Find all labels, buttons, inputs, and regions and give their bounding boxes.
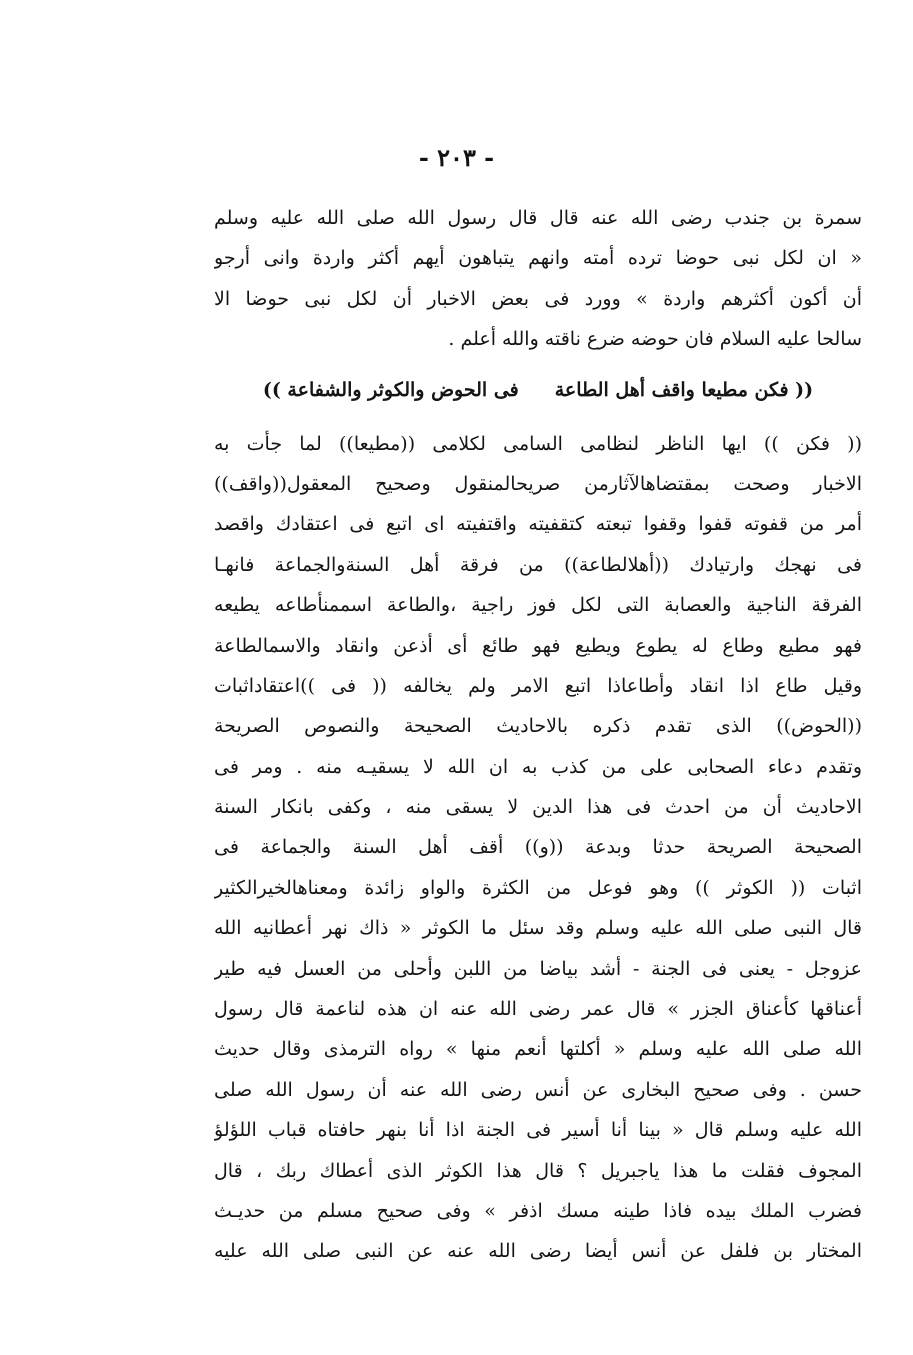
text-line: أمر من قفوته قفوا وقفوا تبعته كتقفيته واقتفيته اى اتبع فى اعتقادك واقصد — [214, 513, 862, 536]
text-line: حسن . وفى صحيح البخارى عن أنس رضى الله عنه أن رسول الله صلى — [214, 1078, 862, 1101]
text-line: المجوف فقلت ما هذا ياجبريل ؟ قال هذا الكوثر الذى أعطاك ربك ، قال — [214, 1159, 862, 1182]
text-line: الاخبار وصحت بمقتضاهالآثارمن صريحالمنقول وصحيح المعقول((واقف)) — [214, 472, 862, 495]
page-number: - ٢٠٣ - — [418, 143, 495, 172]
text-line: فى نهجك وارتيادك ((أهلالطاعة)) من فرقة أهل السنةوالجماعة فانهـا — [214, 553, 862, 576]
text-line: الله صلى الله عليه وسلم « أكلتها أنعم منها » رواه الترمذى وقال حديث — [214, 1038, 862, 1061]
text-line: سالحا عليه السلام فان حوضه ضرع ناقته والله أعلم . — [448, 328, 862, 351]
text-line: أعناقها كأعناق الجزر » قال عمر رضى الله عنه ان هذه لناعمة قال رسول — [214, 998, 862, 1021]
verse-heading — [214, 366, 862, 414]
text-line: وتقدم دعاء الصحابى على من كذب به ان الله لا يسقيـه منه . ومر فى — [214, 755, 862, 778]
text-line: الله عليه وسلم قال « بينا أنا أسير فى الجنة اذا أنا بنهر حافتاه قباب اللؤلؤ — [214, 1119, 862, 1142]
text-line: « ان لكل نبى حوضا ترده أمته وانهم يتباهون أيهم أكثر واردة وانى أرجو — [214, 247, 862, 270]
text-line: الاحاديث أن من احدث فى هذا الدين لا يسقى منه ، وكفى بانكار السنة — [214, 796, 862, 819]
text-line: عزوجل - يعنى فى الجنة - أشد بياضا من اللبن وأحلى من العسل فيه طير — [214, 957, 862, 980]
text-line: وقيل طاع اذا انقاد وأطاعاذا اتبع الامر ولم يخالفه (( فى ))اعتقاداثبات — [214, 674, 862, 697]
paragraph-2 — [214, 424, 862, 1272]
paragraph-1 — [214, 198, 862, 360]
text-line: سمرة بن جندب رضى الله عنه قال قال رسول الله صلى الله عليه وسلم — [214, 207, 862, 229]
text-line: أن أكون أكثرهم واردة » وورد فى بعض الاخبار أن لكل نبى حوضا الا — [214, 287, 862, 310]
body-text — [214, 198, 862, 1272]
verse-heading-part-1: (( فكن مطيعا واقف أهل الطاعة — [554, 378, 814, 401]
text-line: المختار بن فلفل عن أنس أيضا رضى الله عنه عن النبى صلى الله عليه — [214, 1240, 862, 1263]
text-line: (( فكن )) ايها الناظر لنظامى السامى لكلامى ((مطيعا)) لما جأت به — [214, 432, 862, 455]
text-line: الصحيحة الصريحة حدثا وبدعة ((و)) أقف أهل السنة والجماعة فى — [214, 836, 862, 859]
verse-heading-part-2: فى الحوض والكوثر والشفاعة )) — [262, 378, 519, 401]
text-line: اثبات (( الكوثر )) وهو فوعل من الكثرة والواو زائدة ومعناهالخيرالكثير — [214, 876, 862, 899]
text-line: فضرب الملك بيده فاذا طينه مسك اذفر » وفى صحيح مسلم من حديـث — [214, 1199, 862, 1222]
text-line: فهو مطيع وطاع له يطوع ويطيع فهو طائع أى أذعن وانقاد والاسمالطاعة — [214, 634, 862, 657]
text-line: الفرقة الناجية والعصابة التى لكل فوز راجية ،والطاعة اسممنأطاعه يطيعه — [214, 594, 862, 617]
text-line: ((الحوض)) الذى تقدم ذكره بالاحاديث الصحيحة والنصوص الصريحة — [214, 715, 862, 738]
text-line: قال النبى صلى الله عليه وسلم وقد سئل ما الكوثر « ذاك نهر أعطانيه الله — [214, 917, 862, 940]
